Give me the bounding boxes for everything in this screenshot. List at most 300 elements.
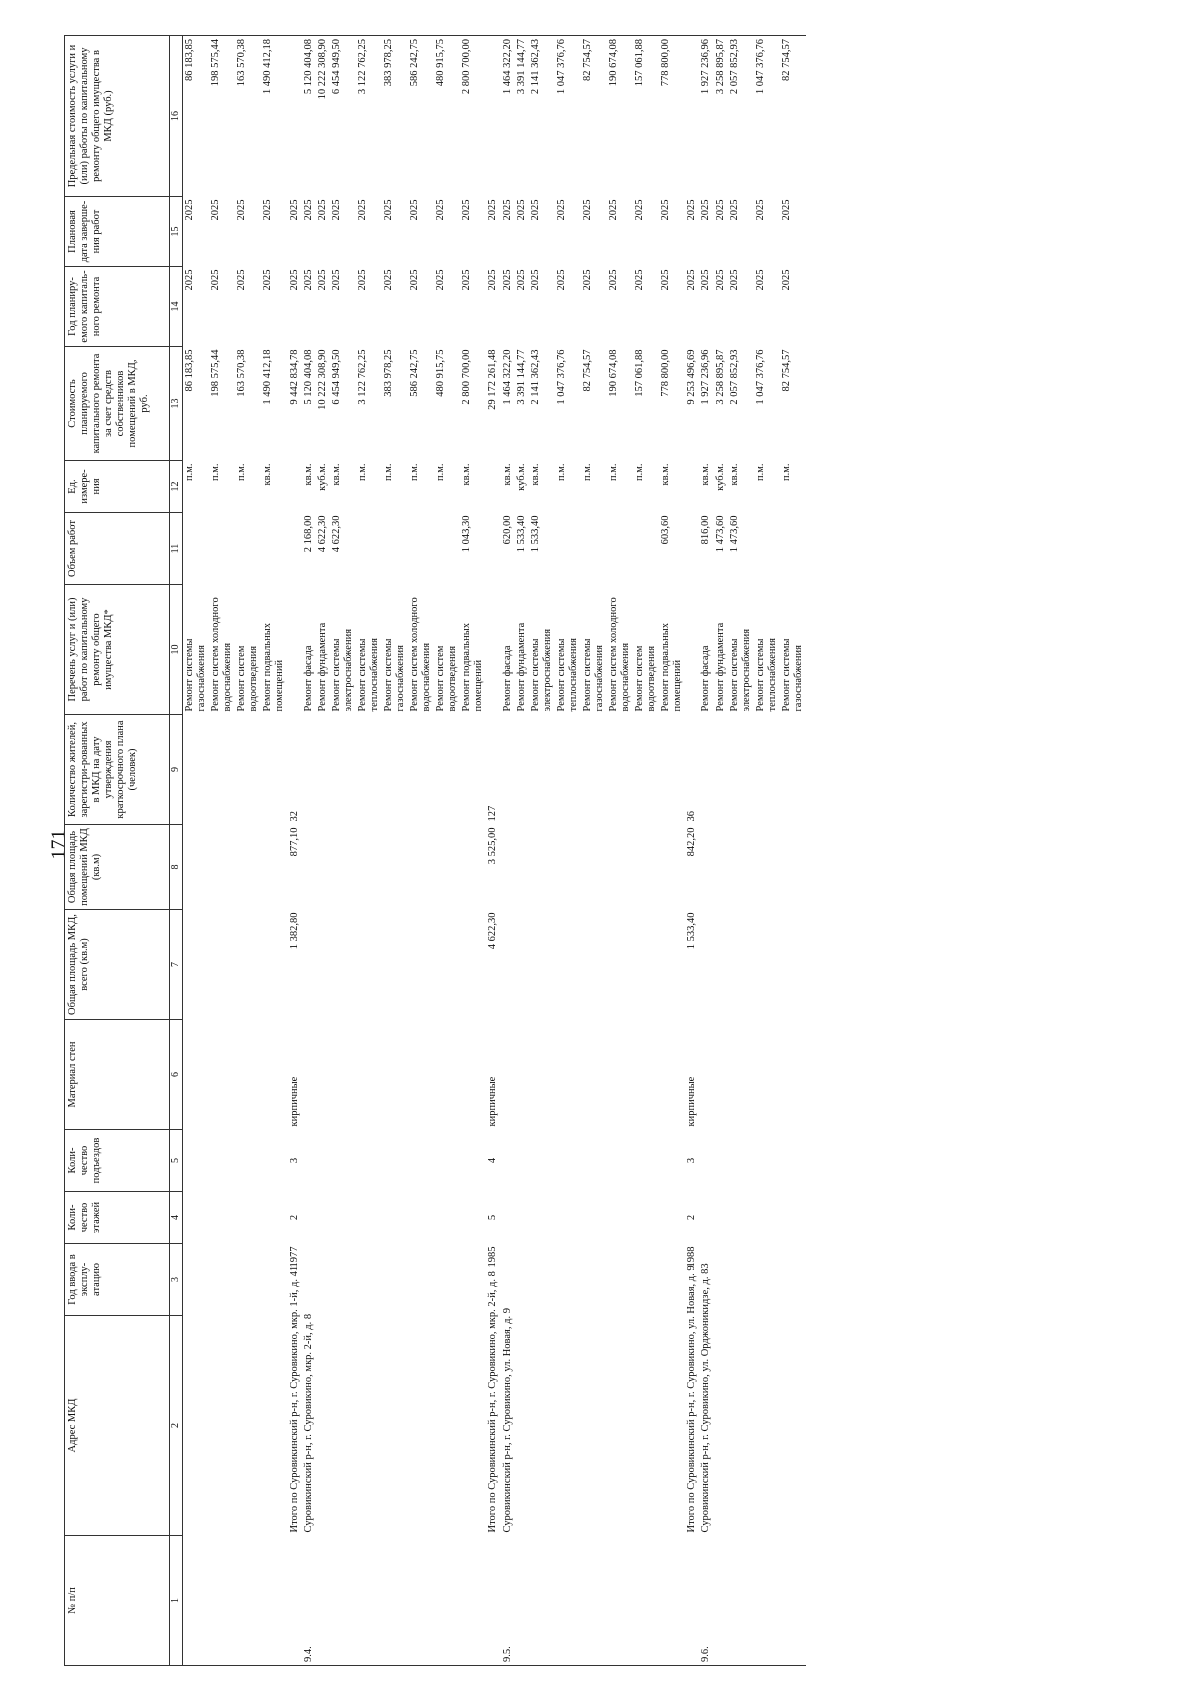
cell-date: 2025	[555, 199, 567, 221]
cell-ppl	[183, 715, 210, 825]
cell-num	[460, 1536, 486, 1666]
cell-yr: 1977	[288, 1246, 300, 1268]
cell-area: 877,10	[288, 827, 300, 857]
cell-area	[330, 825, 356, 910]
column-number: 2	[170, 1316, 183, 1536]
cell-vol: 1 533,40	[529, 515, 541, 553]
column-number: 4	[170, 1192, 183, 1244]
cell-total	[633, 910, 659, 1020]
cell-yr	[581, 1244, 607, 1316]
cell-ent: 3	[288, 1157, 300, 1164]
cell-area	[714, 825, 728, 910]
cell-limit: 5 120 404,08	[302, 36, 316, 197]
cell-total	[460, 910, 486, 1020]
cell-unit: п.м.	[356, 463, 368, 482]
cell-limit	[288, 36, 302, 197]
cell-cost: 163 570,38	[236, 349, 248, 397]
cell-num: 9.6.	[699, 1536, 713, 1666]
column-number: 1	[170, 1536, 183, 1666]
cell-fl	[302, 1192, 316, 1244]
cell-work: Ремонт системы теплоснабжения	[555, 638, 579, 712]
cell-vol	[633, 513, 659, 585]
cell-addr: Итого по Суровикинский р-н, г. Суровикино, мкр. 2-й, д. 8	[487, 1271, 499, 1533]
cell-area	[209, 825, 235, 910]
total-row	[288, 36, 302, 1666]
cell-work: Ремонт системы газоснабжения	[382, 638, 406, 712]
cell-work: Ремонт фасада	[501, 645, 513, 712]
cell-ent	[728, 1130, 754, 1192]
cell-unit: кв.м.	[501, 463, 513, 486]
column-header: Коли-чество подъездов	[65, 1130, 170, 1192]
cell-vol: 1 533,40	[515, 515, 527, 553]
cell-mat	[699, 1020, 713, 1130]
cell-fl	[607, 1192, 633, 1244]
cell-total	[316, 910, 330, 1020]
cell-area	[356, 825, 382, 910]
cell-vol: 1 473,60	[728, 515, 740, 553]
table-row	[728, 36, 754, 1666]
cell-fl	[460, 1192, 486, 1244]
cell-mat	[659, 1020, 685, 1130]
cell-ent	[302, 1130, 316, 1192]
cell-total	[699, 910, 713, 1020]
cell-total	[607, 910, 633, 1020]
cell-date: 2025	[728, 199, 740, 221]
cell-vol: 2 168,00	[302, 515, 314, 553]
cell-area	[607, 825, 633, 910]
cell-addr	[633, 1316, 659, 1536]
cell-limit: 157 061,88	[633, 36, 659, 197]
cell-year: 2025	[515, 269, 527, 291]
cell-total	[728, 910, 754, 1020]
table-row	[555, 36, 581, 1666]
cell-unit: п.м.	[435, 463, 447, 482]
cell-area	[316, 825, 330, 910]
cell-cost: 157 061,88	[634, 349, 646, 397]
cell-ent	[659, 1130, 685, 1192]
cell-ent	[699, 1130, 713, 1192]
cell-date: 2025	[409, 199, 421, 221]
cell-work: Ремонт систем холодного водоснабжения	[210, 597, 234, 712]
table-row	[316, 36, 330, 1666]
cell-num	[714, 1536, 728, 1666]
cell-fl: 5	[487, 1214, 499, 1221]
cell-area	[728, 825, 754, 910]
column-number: 14	[170, 267, 183, 347]
cell-unit: кв.м.	[262, 463, 274, 486]
cell-num	[555, 1536, 581, 1666]
cell-addr	[261, 1316, 287, 1536]
cell-ent	[515, 1130, 529, 1192]
cell-unit	[685, 461, 699, 513]
cell-cost: 778 800,00	[660, 349, 672, 397]
cell-unit: кв.м.	[700, 463, 712, 486]
cell-date: 2025	[236, 199, 248, 221]
cell-total	[754, 910, 780, 1020]
cell-year: 2025	[461, 269, 473, 291]
column-header: Общая площадь МКД, всего (кв.м)	[65, 910, 170, 1020]
cell-year: 2025	[236, 269, 248, 291]
cell-num	[659, 1536, 685, 1666]
cell-addr	[529, 1316, 555, 1536]
cell-fl	[209, 1192, 235, 1244]
cell-ent	[330, 1130, 356, 1192]
column-number: 13	[170, 347, 183, 461]
cell-limit: 480 915,75	[434, 36, 460, 197]
cell-ent	[581, 1130, 607, 1192]
cell-fl	[728, 1192, 754, 1244]
cell-mat	[209, 1020, 235, 1130]
cell-work: Ремонт систем холодного водоснабжения	[608, 597, 632, 712]
cell-yr	[408, 1244, 434, 1316]
cell-work: Ремонт системы теплоснабжения	[754, 638, 778, 712]
cell-yr	[659, 1244, 685, 1316]
cell-area	[408, 825, 434, 910]
column-header: Адрес МКД	[65, 1316, 170, 1536]
cell-mat	[581, 1020, 607, 1130]
cell-addr: Суровикинский р-н, г. Суровикино, ул. Орджоникидзе, д. 83	[700, 1263, 712, 1533]
cell-year: 2025	[529, 269, 541, 291]
cell-limit: 163 570,38	[235, 36, 261, 197]
cell-num	[754, 1536, 780, 1666]
cell-mat	[501, 1020, 515, 1130]
cell-ppl	[330, 715, 356, 825]
cell-mat	[607, 1020, 633, 1130]
cell-yr	[209, 1244, 235, 1316]
cell-year: 2025	[754, 269, 766, 291]
cell-unit: п.м.	[581, 463, 593, 482]
cell-yr	[356, 1244, 382, 1316]
cell-yr	[555, 1244, 581, 1316]
table-row	[209, 36, 235, 1666]
cell-num	[330, 1536, 356, 1666]
cell-date: 2025	[754, 199, 766, 221]
cell-ppl	[209, 715, 235, 825]
cell-mat	[515, 1020, 529, 1130]
cell-addr	[728, 1316, 754, 1536]
table-row	[356, 36, 382, 1666]
cell-fl	[754, 1192, 780, 1244]
cell-vol	[288, 513, 302, 585]
column-header: Общая площадь помещений МКД (кв.м)	[65, 825, 170, 910]
cell-area	[633, 825, 659, 910]
cell-num	[382, 1536, 408, 1666]
cell-ppl	[555, 715, 581, 825]
cell-total	[780, 910, 806, 1020]
cell-unit: п.м.	[754, 463, 766, 482]
table-row	[754, 36, 780, 1666]
cell-yr	[235, 1244, 261, 1316]
column-number: 6	[170, 1020, 183, 1130]
cell-cost: 198 575,44	[210, 349, 222, 397]
cell-vol: 603,60	[660, 515, 672, 545]
cell-cost: 82 754,57	[780, 349, 792, 392]
cell-cost: 2 141 362,43	[529, 349, 541, 405]
column-header: № п/п	[65, 1536, 170, 1666]
cell-fl	[235, 1192, 261, 1244]
table-row	[633, 36, 659, 1666]
table-row	[183, 36, 210, 1666]
cell-cost: 3 258 895,87	[714, 349, 726, 405]
cell-vol	[382, 513, 408, 585]
cell-unit: п.м.	[555, 463, 567, 482]
cell-year: 2025	[409, 269, 421, 291]
table-row	[434, 36, 460, 1666]
cell-ent	[555, 1130, 581, 1192]
cell-ppl	[699, 715, 713, 825]
cell-year: 2025	[302, 269, 314, 291]
cell-num	[529, 1536, 555, 1666]
cell-addr	[555, 1316, 581, 1536]
column-number: 8	[170, 825, 183, 910]
column-header: Год ввода в эксплу-атацию	[65, 1244, 170, 1316]
cell-addr	[515, 1316, 529, 1536]
cell-ent	[529, 1130, 555, 1192]
cell-date: 2025	[461, 199, 473, 221]
cell-work	[685, 585, 699, 715]
cell-area	[382, 825, 408, 910]
cell-yr	[330, 1244, 356, 1316]
cell-total	[330, 910, 356, 1020]
cell-mat	[460, 1020, 486, 1130]
cell-yr	[714, 1244, 728, 1316]
cell-ppl	[581, 715, 607, 825]
cell-ppl	[633, 715, 659, 825]
cell-area	[780, 825, 806, 910]
table-row	[659, 36, 685, 1666]
cell-cost: 1 047 376,76	[754, 349, 766, 405]
cell-vol: 1 043,30	[461, 515, 473, 553]
cell-limit: 2 800 700,00	[460, 36, 486, 197]
cell-limit: 383 978,25	[382, 36, 408, 197]
cell-limit: 6 454 949,50	[330, 36, 356, 197]
cell-unit: кв.м.	[461, 463, 473, 486]
cell-yr	[382, 1244, 408, 1316]
cell-date: 2025	[330, 199, 342, 221]
column-header: Год планиру-емого капиталь-ного ремонта	[65, 267, 170, 347]
cell-fl	[714, 1192, 728, 1244]
cell-total	[501, 910, 515, 1020]
cell-date: 2025	[581, 199, 593, 221]
cell-total: 1 533,40	[686, 912, 698, 950]
cell-ppl	[659, 715, 685, 825]
column-number: 7	[170, 910, 183, 1020]
cell-mat	[316, 1020, 330, 1130]
cell-cost: 82 754,57	[581, 349, 593, 392]
cell-ppl	[728, 715, 754, 825]
cell-yr	[183, 1244, 210, 1316]
cell-yr	[728, 1244, 754, 1316]
cell-ent	[754, 1130, 780, 1192]
column-header: Предельная стоимость услуги и (или) работы по капитальному ремонту общего имущества в МКД (руб.)	[65, 36, 170, 197]
cell-ent	[316, 1130, 330, 1192]
cell-ent: 4	[487, 1157, 499, 1164]
cell-area: 3 525,00	[487, 827, 499, 865]
cell-ent	[408, 1130, 434, 1192]
cell-addr	[356, 1316, 382, 1536]
cell-year: 2025	[316, 269, 328, 291]
cell-fl	[581, 1192, 607, 1244]
cell-ppl	[501, 715, 515, 825]
total-row	[685, 36, 699, 1666]
cell-fl	[356, 1192, 382, 1244]
cell-cost: 383 978,25	[382, 349, 394, 397]
cell-ppl	[316, 715, 330, 825]
cell-total	[659, 910, 685, 1020]
cell-unit: куб.м.	[515, 463, 527, 491]
cell-year: 2025	[714, 269, 726, 291]
cell-vol: 1 473,60	[714, 515, 726, 553]
cell-year: 2025	[555, 269, 567, 291]
cell-area	[581, 825, 607, 910]
cell-area	[699, 825, 713, 910]
cell-date: 2025	[356, 199, 368, 221]
cell-year: 2025	[184, 269, 195, 291]
cell-unit: куб.м.	[714, 463, 726, 491]
cell-cost: 5 120 404,08	[302, 349, 314, 405]
cell-yr: 1988	[686, 1246, 698, 1268]
cell-work: Ремонт фундамента	[515, 622, 527, 712]
cell-date: 2025	[714, 199, 726, 221]
cell-addr	[235, 1316, 261, 1536]
table-row	[699, 36, 713, 1666]
cell-ppl	[460, 715, 486, 825]
cell-ppl	[408, 715, 434, 825]
cell-limit: 3 391 144,77	[515, 36, 529, 197]
cell-num: 9.4.	[302, 1536, 316, 1666]
cell-num	[356, 1536, 382, 1666]
table-row	[382, 36, 408, 1666]
cell-limit: 10 222 308,90	[316, 36, 330, 197]
cell-unit: п.м.	[236, 463, 248, 482]
cell-date: 2025	[780, 199, 792, 221]
cell-year: 2025	[210, 269, 222, 291]
cell-limit: 1 047 376,76	[555, 36, 581, 197]
cell-limit: 198 575,44	[209, 36, 235, 197]
cell-area	[235, 825, 261, 910]
column-number: 16	[170, 36, 183, 197]
cell-num	[183, 1536, 210, 1666]
cell-work: Ремонт фундамента	[316, 622, 328, 712]
cell-addr	[581, 1316, 607, 1536]
cell-ent	[356, 1130, 382, 1192]
cell-vol	[555, 513, 581, 585]
cell-total	[235, 910, 261, 1020]
cell-total	[356, 910, 382, 1020]
cell-work: Ремонт системы газоснабжения	[581, 638, 605, 712]
cell-cost: 10 222 308,90	[316, 349, 328, 410]
cell-addr: Суровикинский р-н, г. Суровикино, ул. Новая, д. 9	[501, 1308, 513, 1533]
cell-area	[754, 825, 780, 910]
cell-vol	[183, 513, 210, 585]
cell-work: Ремонт системы электроснабжения	[330, 628, 354, 712]
cell-fl	[501, 1192, 515, 1244]
cell-work: Ремонт систем холодного водоснабжения	[409, 597, 433, 712]
cell-total	[581, 910, 607, 1020]
cell-date: 2025	[288, 199, 300, 221]
cell-work: Ремонт фасада	[302, 645, 314, 712]
cell-ent	[780, 1130, 806, 1192]
column-header: Материал стен	[65, 1020, 170, 1130]
cell-limit: 1 490 412,18	[261, 36, 287, 197]
cell-work: Ремонт подвальных помещений	[461, 622, 485, 712]
cell-year: 2025	[330, 269, 342, 291]
cell-fl	[316, 1192, 330, 1244]
cell-unit: п.м.	[382, 463, 394, 482]
cell-num	[607, 1536, 633, 1666]
cell-fl	[529, 1192, 555, 1244]
cell-unit: п.м.	[634, 463, 646, 482]
cell-year: 2025	[700, 269, 712, 291]
cell-total: 1 382,80	[288, 912, 300, 950]
cell-limit: 82 754,57	[581, 36, 607, 197]
column-header: Ед. измере-ния	[65, 461, 170, 513]
cell-num	[685, 1536, 699, 1666]
cell-vol	[209, 513, 235, 585]
cell-vol: 816,00	[700, 515, 712, 545]
cell-cost: 1 927 236,96	[700, 349, 712, 405]
cell-fl	[261, 1192, 287, 1244]
cell-ppl	[434, 715, 460, 825]
cell-ent	[633, 1130, 659, 1192]
cell-mat: кирпичные	[686, 1076, 698, 1127]
cell-mat	[434, 1020, 460, 1130]
column-number: 15	[170, 197, 183, 267]
cell-area	[460, 825, 486, 910]
cell-yr	[633, 1244, 659, 1316]
cell-total	[408, 910, 434, 1020]
cell-work: Ремонт системы электроснабжения	[529, 628, 553, 712]
cell-cost: 190 674,08	[608, 349, 619, 397]
table-row	[460, 36, 486, 1666]
cell-fl	[555, 1192, 581, 1244]
cell-limit: 1 047 376,76	[754, 36, 780, 197]
cell-limit: 3 258 895,87	[714, 36, 728, 197]
cell-ppl: 36	[686, 811, 698, 822]
column-number: 11	[170, 513, 183, 585]
cell-year: 2025	[501, 269, 513, 291]
cell-vol	[261, 513, 287, 585]
cell-fl: 2	[288, 1214, 300, 1221]
cell-cost: 480 915,75	[435, 349, 447, 397]
cell-ppl	[780, 715, 806, 825]
cell-date: 2025	[487, 199, 499, 221]
table-row	[780, 36, 806, 1666]
cell-work	[288, 585, 302, 715]
cell-mat	[728, 1020, 754, 1130]
cell-ent	[714, 1130, 728, 1192]
cell-unit: п.м.	[210, 463, 222, 482]
cell-date: 2025	[686, 199, 698, 221]
cell-total	[434, 910, 460, 1020]
table-row	[330, 36, 356, 1666]
cell-ent	[501, 1130, 515, 1192]
cell-cost: 86 183,85	[184, 349, 195, 392]
cell-unit	[486, 461, 500, 513]
cell-yr: 1985	[487, 1246, 499, 1268]
table-row	[515, 36, 529, 1666]
cell-yr	[529, 1244, 555, 1316]
cell-num	[728, 1536, 754, 1666]
cell-vol	[486, 513, 500, 585]
cell-fl	[633, 1192, 659, 1244]
cell-addr: Итого по Суровикинский р-н, г. Суровикино, ул. Новая, д. 9	[686, 1265, 698, 1533]
cell-addr	[382, 1316, 408, 1536]
cell-num	[261, 1536, 287, 1666]
cell-limit	[685, 36, 699, 197]
cell-area	[515, 825, 529, 910]
cell-cost: 6 454 949,50	[330, 349, 342, 405]
